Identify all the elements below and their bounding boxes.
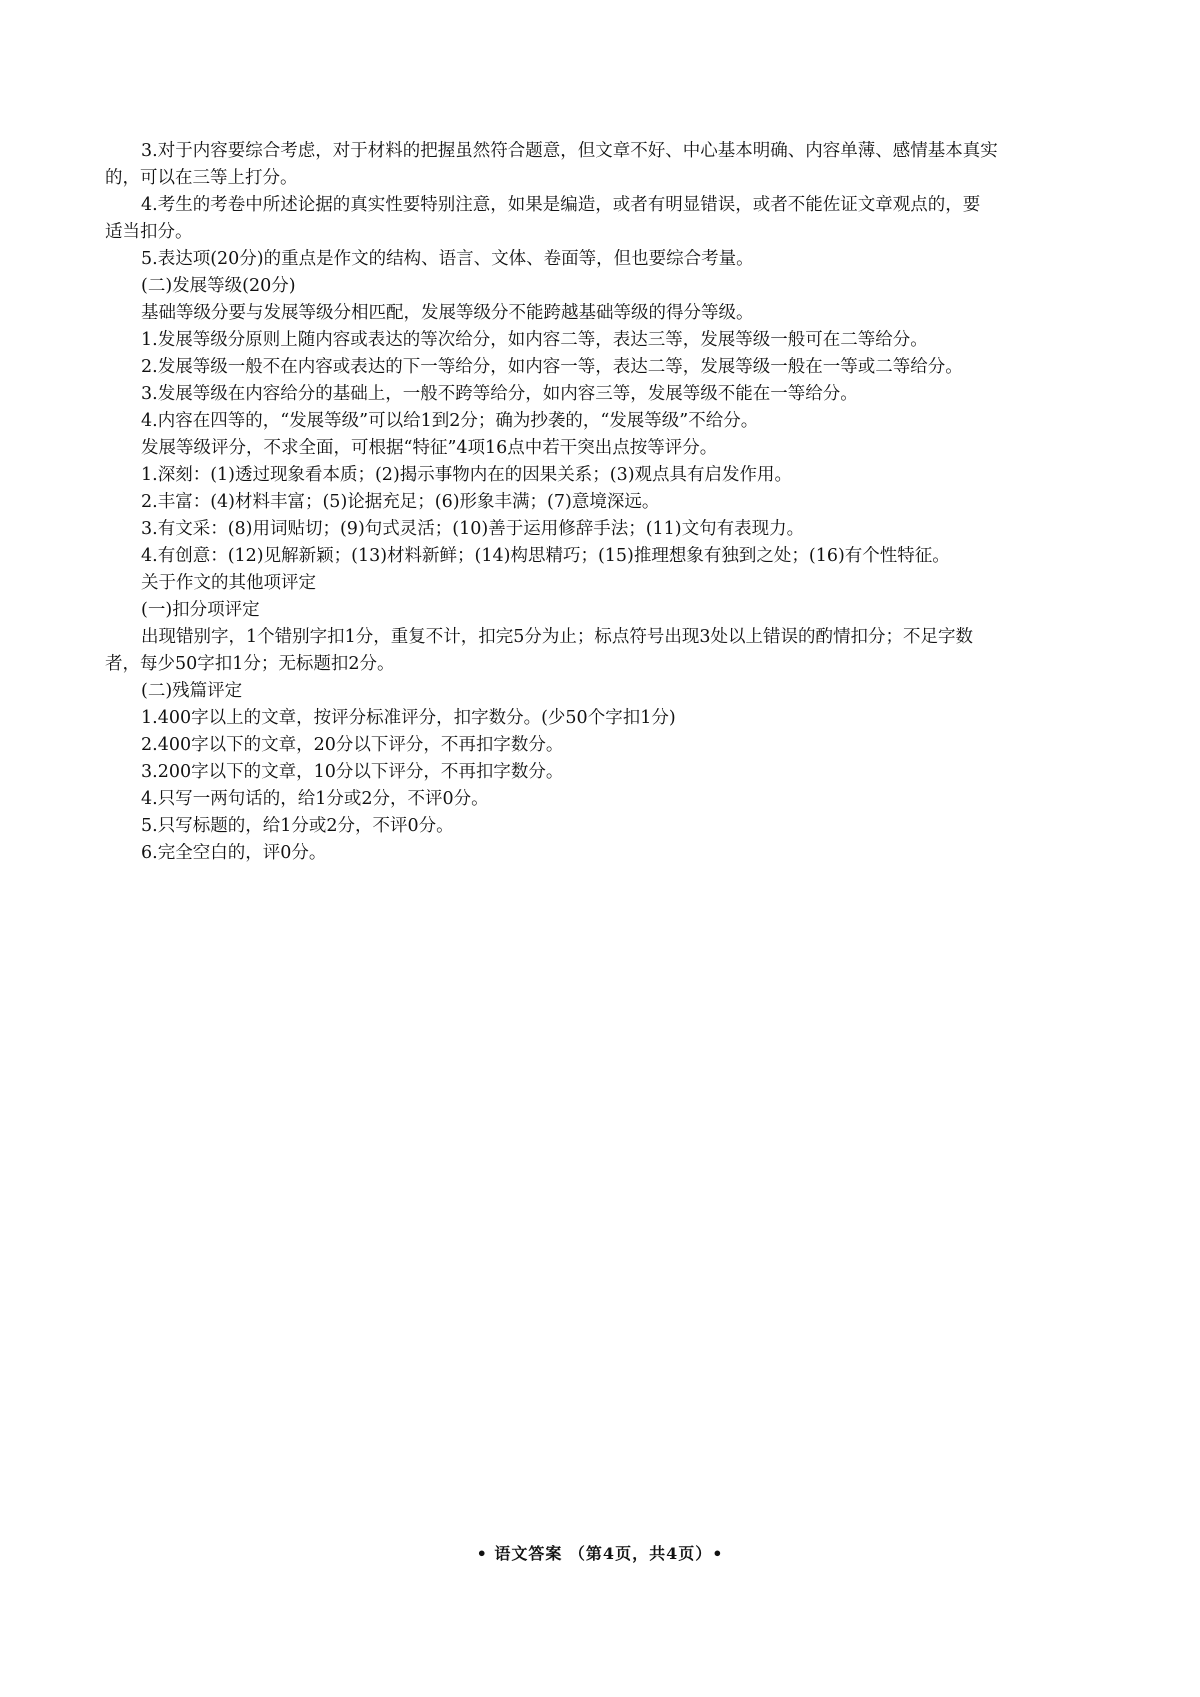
text-line: 的，可以在三等上打分。: [105, 168, 298, 188]
text-line: 6.完全空白的，评0分。: [141, 843, 327, 863]
text-line: 者，每少50字扣1分；无标题扣2分。: [105, 654, 395, 674]
text-line: 关于作文的其他项评定: [141, 573, 316, 593]
text-line: 3.200字以下的文章，10分以下评分，不再扣字数分。: [141, 762, 564, 782]
text-line: 4.内容在四等的，“发展等级”可以给1到2分；确为抄袭的，“发展等级”不给分。: [141, 411, 759, 431]
text-line: 出现错别字，1个错别字扣1分，重复不计，扣完5分为止；标点符号出现3处以上错误的酌情扣分；不足字数: [141, 627, 974, 647]
text-line: 5.只写标题的，给1分或2分，不评0分。: [141, 816, 454, 836]
page-footer: • 语文答案 （第4页，共4页）•: [476, 1544, 724, 1563]
text-line: 1.深刻：(1)透过现象看本质；(2)揭示事物内在的因果关系；(3)观点具有启发作用。: [141, 465, 793, 485]
text-line: 3.有文采：(8)用词贴切；(9)句式灵活；(10)善于运用修辞手法；(11)文句有表现力。: [141, 519, 805, 539]
text-line: 3.发展等级在内容给分的基础上，一般不跨等给分，如内容三等，发展等级不能在一等给分。: [141, 384, 858, 404]
text-line: 4.只写一两句话的，给1分或2分，不评0分。: [141, 789, 489, 809]
text-line: 3.对于内容要综合考虑，对于材料的把握虽然符合题意，但文章不好、中心基本明确、内容单薄、感情基本真实: [141, 141, 998, 161]
text-line: 发展等级评分，不求全面，可根据“特征”4项16点中若干突出点按等评分。: [141, 438, 718, 458]
text-line: 5.表达项(20分)的重点是作文的结构、语言、文体、卷面等，但也要综合考量。: [141, 249, 754, 269]
text-line: 1.发展等级分原则上随内容或表达的等次给分，如内容二等，表达三等，发展等级一般可在二等给分。: [141, 330, 928, 350]
text-line: 2.发展等级一般不在内容或表达的下一等给分，如内容一等，表达二等，发展等级一般在一等或二等给分。: [141, 357, 963, 377]
text-line: 2.丰富：(4)材料丰富；(5)论据充足；(6)形象丰满；(7)意境深远。: [141, 492, 660, 512]
text-line: (二)发展等级(20分): [141, 276, 296, 296]
text-line: (一)扣分项评定: [141, 600, 260, 620]
text-line: 适当扣分。: [105, 222, 193, 242]
scoring-rubric-text: [105, 138, 1105, 867]
text-line: 4.考生的考卷中所述论据的真实性要特别注意，如果是编造，或者有明显错误，或者不能佐证文章观点的，要: [141, 195, 981, 215]
text-line: 1.400字以上的文章，按评分标准评分，扣字数分。(少50个字扣1分): [141, 708, 676, 728]
text-line: 4.有创意：(12)见解新颖；(13)材料新鲜；(14)构思精巧；(15)推理想象有独到之处；(16)有个性特征。: [141, 546, 950, 566]
text-line: (二)残篇评定: [141, 681, 243, 701]
text-line: 基础等级分要与发展等级分相匹配，发展等级分不能跨越基础等级的得分等级。: [141, 303, 754, 323]
text-line: 2.400字以下的文章，20分以下评分，不再扣字数分。: [141, 735, 564, 755]
